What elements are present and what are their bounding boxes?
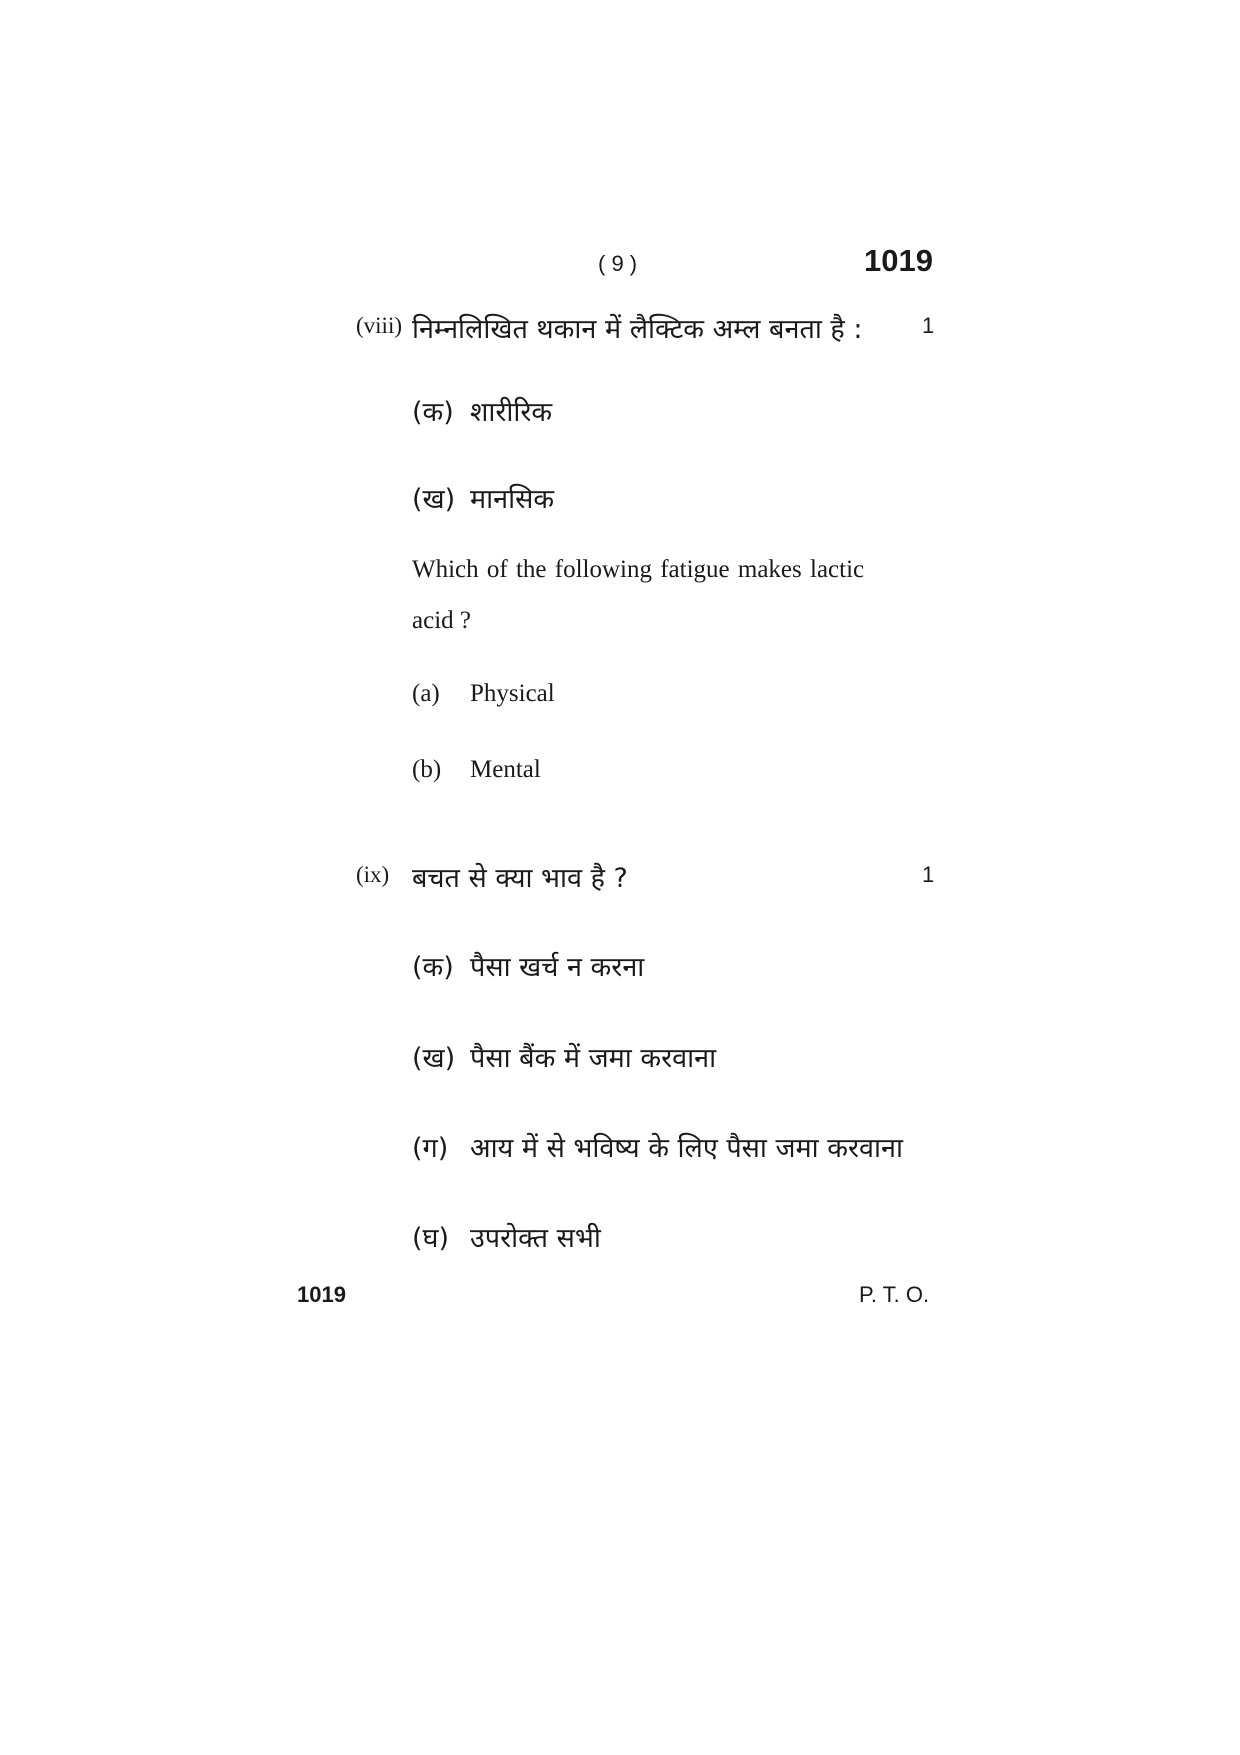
question-text-hindi: निम्नलिखित थकान में लैक्टिक अम्ल बनता है : — [412, 314, 863, 345]
option-hindi — [412, 1038, 716, 1075]
question-number: (viii) — [356, 313, 402, 338]
paper-code-footer: 1019 — [297, 1282, 346, 1307]
option-label: (घ) — [412, 1223, 450, 1254]
option-label: (क) — [412, 952, 454, 983]
option-hindi — [412, 947, 644, 984]
option-hindi — [412, 1128, 903, 1165]
option-hindi — [412, 392, 552, 429]
option-english — [412, 756, 541, 784]
option-text: मानसिक — [470, 484, 555, 515]
question-text-english-cont: acid ? — [412, 607, 471, 634]
option-text: Physical — [470, 680, 555, 707]
option-label: (b) — [412, 756, 442, 783]
option-label: (ग) — [412, 1133, 449, 1164]
page-number: ( 9 ) — [598, 251, 638, 276]
option-text: शारीरिक — [470, 397, 553, 428]
option-text: Mental — [470, 756, 541, 783]
option-hindi — [412, 1218, 601, 1255]
option-english — [412, 680, 555, 708]
question-marks: 1 — [922, 862, 935, 887]
question-marks: 1 — [922, 313, 935, 338]
question-number: (ix) — [356, 862, 390, 887]
please-turn-over: P. T. O. — [859, 1282, 930, 1307]
question-text-hindi: बचत से क्या भाव है ? — [412, 863, 628, 894]
paper-code-header: 1019 — [864, 243, 933, 278]
option-text: उपरोक्त सभी — [470, 1223, 601, 1254]
option-text: पैसा खर्च न करना — [470, 952, 645, 983]
option-label: (a) — [412, 680, 440, 707]
option-hindi — [412, 479, 554, 516]
option-label: (क) — [412, 397, 454, 428]
option-text: आय में से भविष्य के लिए पैसा जमा करवाना — [470, 1133, 904, 1164]
option-label: (ख) — [412, 1043, 456, 1074]
option-label: (ख) — [412, 484, 456, 515]
option-text: पैसा बैंक में जमा करवाना — [470, 1043, 717, 1074]
question-text-english: Which of the following fatigue makes lactic — [412, 556, 865, 583]
